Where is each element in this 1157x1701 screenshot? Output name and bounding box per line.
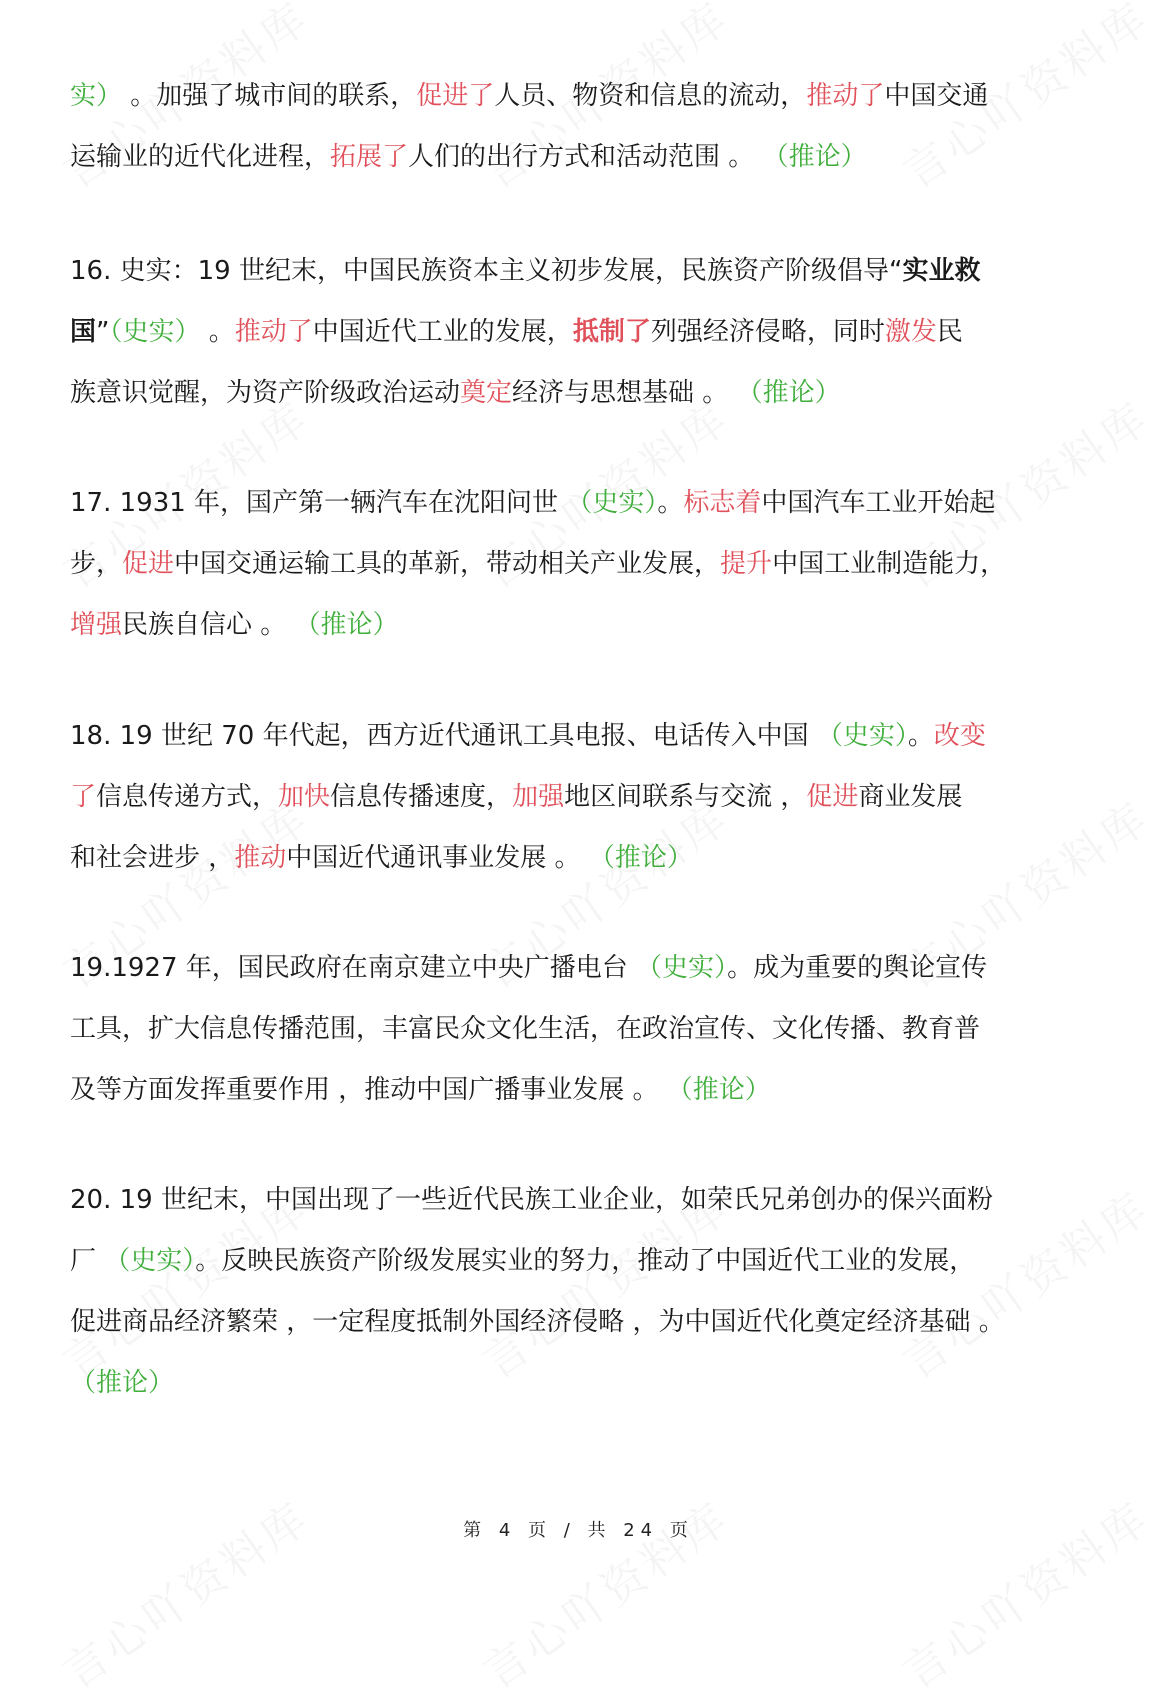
keyword-highlight: 加快 (278, 782, 331, 812)
keyword-highlight: 拓展了 (330, 142, 409, 172)
text-run: 及等方面发挥重要作用 ，推动中国广播事业发展 。 (70, 1075, 667, 1105)
text-line (70, 1292, 1100, 1353)
paragraph-item-16 (70, 241, 1100, 424)
text-run: 和社会进步 ， (70, 843, 235, 873)
paragraph-item-18 (70, 706, 1100, 889)
text-line (70, 1353, 1100, 1414)
keyword-highlight: 推动了 (806, 81, 885, 111)
paragraph-item-17 (70, 473, 1100, 656)
text-line (70, 938, 1100, 999)
text-run: 人员、物资和信息的流动， (494, 81, 807, 111)
text-line (70, 363, 1100, 424)
keyword-highlight: 抵制了 (572, 317, 651, 347)
label-tag: （史实） (816, 721, 908, 751)
text-run: 厂 (70, 1246, 105, 1276)
label-tag: （推论） (588, 843, 693, 873)
text-run: 运输业的近代化进程， (70, 142, 331, 172)
paragraph-item-20 (70, 1170, 1100, 1414)
text-run: 。加强了城市间的联系， (122, 81, 417, 111)
paragraph-item-19 (70, 938, 1100, 1121)
text-run: 。 (907, 721, 934, 751)
text-run: 信息传播速度， (330, 782, 513, 812)
label-tag: （史实） (104, 1246, 196, 1276)
text-run: 中国交通 (884, 81, 989, 111)
text-line (70, 302, 1100, 363)
paragraph-item-15-continued (70, 66, 1100, 188)
text-run: 地区间联系与交流 ， (564, 782, 807, 812)
text-line (70, 241, 1100, 302)
text-line (70, 1231, 1100, 1292)
text-line (70, 534, 1100, 595)
text-line (70, 473, 1100, 534)
label-tag: （史实） (566, 488, 658, 518)
keyword-highlight: 促进 (122, 549, 175, 579)
text-run: 工具，扩大信息传播范围，丰富民众文化生活，在政治宣传、文化传播、教育普 (70, 1014, 981, 1044)
keyword-highlight: 改变 (933, 721, 986, 751)
text-run: 16. 史实：19 世纪末，中国民族资本主义初步发展，民族资产阶级倡导“ (70, 256, 903, 286)
page-footer (0, 1516, 1157, 1542)
text-run: 中国工业制造能力， (772, 549, 1007, 579)
keyword-highlight: 推动 (234, 843, 287, 873)
text-line (70, 1170, 1100, 1231)
text-run: 。反映民族资产阶级发展实业的努力，推动了中国近代工业的发展， (195, 1246, 976, 1276)
keyword-highlight: 推动了 (234, 317, 313, 347)
text-run: 人们的出行方式和活动范围 。 (408, 142, 763, 172)
text-run: 步， (70, 549, 123, 579)
label-tag: （史实） (636, 953, 728, 983)
text-run: 中国汽车工业开始起 (761, 488, 996, 518)
text-run: 。 (657, 488, 684, 518)
text-run: 经济与思想基础 。 (512, 378, 737, 408)
keyword-highlight: 促进 (806, 782, 859, 812)
keyword-highlight: 了 (70, 782, 97, 812)
keyword-highlight: 增强 (70, 610, 123, 640)
label-tag: （推论） (666, 1075, 771, 1105)
keyword-highlight: 提升 (720, 549, 773, 579)
keyword-highlight: 加强 (512, 782, 565, 812)
text-run: 实业救 (902, 256, 981, 286)
text-run: 商业发展 (858, 782, 963, 812)
text-line (70, 828, 1100, 889)
label-tag: （史实） (109, 317, 201, 347)
text-run: 20. 19 世纪末，中国出现了一些近代民族工业企业，如荣氏兄弟创办的保兴面粉 (70, 1185, 993, 1215)
text-line (70, 767, 1100, 828)
keyword-highlight: 促进了 (416, 81, 495, 111)
text-line (70, 999, 1100, 1060)
text-run: 17. 1931 年，国产第一辆汽车在沈阳问世 (70, 488, 567, 518)
text-run: 中国交通运输工具的革新，带动相关产业发展， (174, 549, 721, 579)
text-run: 族意识觉醒，为资产阶级政治运动 (70, 378, 461, 408)
text-line (70, 127, 1100, 188)
text-line (70, 595, 1100, 656)
text-run: 国 (70, 317, 97, 347)
page-number-text: 第 4 页 / 共 24 页 (463, 1520, 694, 1541)
text-line (70, 66, 1100, 127)
text-line (70, 706, 1100, 767)
text-run: 。 (200, 317, 235, 347)
label-tag: （推论） (294, 610, 399, 640)
text-run: 民族自信心 。 (122, 610, 295, 640)
label-tag: （推论） (762, 142, 867, 172)
keyword-highlight: 标志着 (683, 488, 762, 518)
text-run: 民 (936, 317, 963, 347)
text-run: 列强经济侵略，同时 (650, 317, 885, 347)
text-run: 信息传递方式， (96, 782, 279, 812)
keyword-highlight: 奠定 (460, 378, 513, 408)
text-run: 18. 19 世纪 70 年代起，西方近代通讯工具电报、电话传入中国 (70, 721, 817, 751)
text-run: 中国近代工业的发展， (312, 317, 573, 347)
keyword-highlight: 激发 (884, 317, 937, 347)
text-line (70, 1060, 1100, 1121)
label-tag: （推论） (70, 1368, 175, 1398)
label-tag: 实） (70, 81, 123, 111)
label-tag: （推论） (736, 378, 841, 408)
text-run: 促进商品经济繁荣 ，一定程度抵制外国经济侵略 ，为中国近代化奠定经济基础 。 (70, 1307, 1005, 1337)
text-run: 。成为重要的舆论宣传 (727, 953, 988, 983)
text-run: ” (96, 317, 110, 347)
text-run: 中国近代通讯事业发展 。 (286, 843, 589, 873)
text-run: 19.1927 年，国民政府在南京建立中央广播电台 (70, 953, 637, 983)
